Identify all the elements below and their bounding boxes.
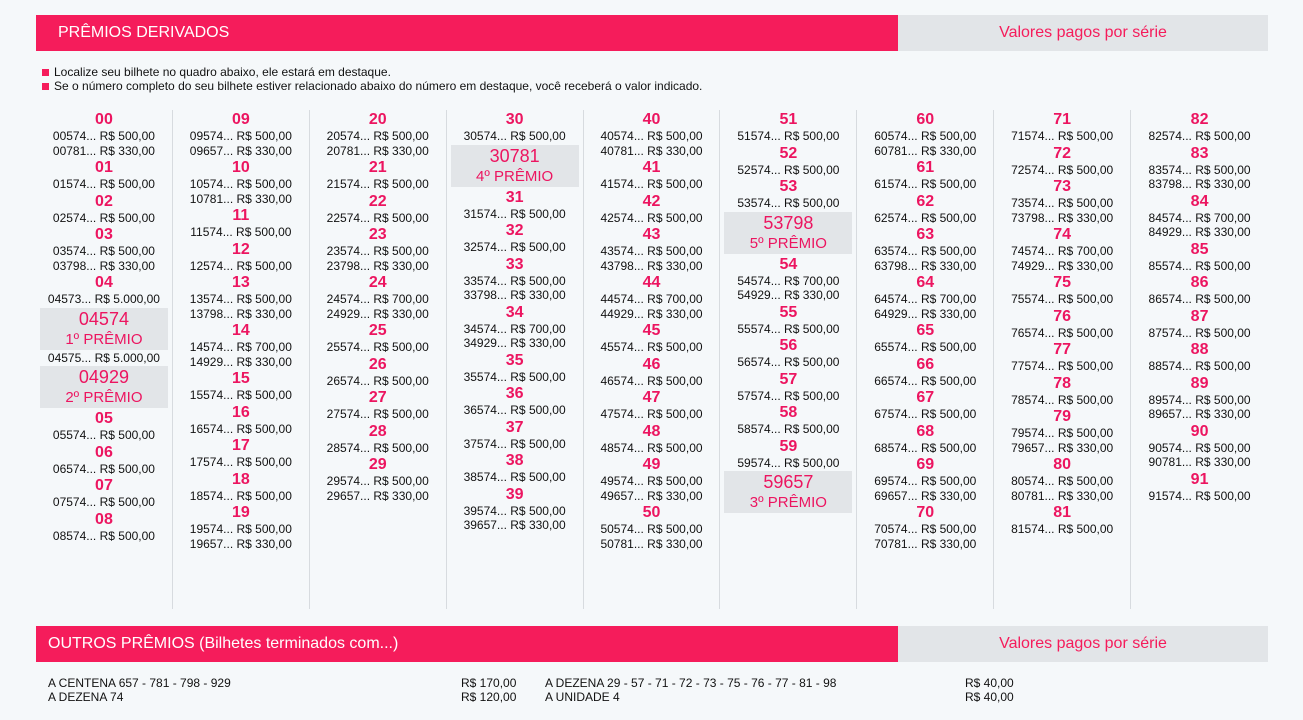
values-per-series-label: Valores pagos por série	[898, 626, 1268, 662]
derived-prizes-title: PRÊMIOS DERIVADOS	[36, 15, 898, 51]
dezena-heading: 68	[916, 422, 935, 440]
prize-entry: 35574... R$ 500,00	[463, 369, 566, 384]
dezena-heading: 10	[231, 159, 250, 176]
prize-entry: 78574... R$ 500,00	[1011, 392, 1114, 407]
prize-entry: 54929... R$ 330,00	[737, 288, 840, 302]
dezena-heading: 85	[1190, 240, 1209, 258]
prize-entry: 59574... R$ 500,00	[737, 455, 840, 470]
prize-entry: 80574... R$ 500,00	[1011, 474, 1114, 488]
prize-column	[173, 110, 310, 609]
prize-entry: 53574... R$ 500,00	[737, 196, 840, 210]
other-prizes-values-right	[965, 676, 1014, 704]
dezena-heading: 56	[779, 337, 798, 354]
dezena-heading: 36	[505, 385, 524, 402]
prize-entry: 08574... R$ 500,00	[52, 528, 155, 543]
dezena-heading: 72	[1053, 144, 1072, 162]
prize-entry: 03798... R$ 330,00	[52, 258, 155, 273]
prize-entry: 27574... R$ 500,00	[326, 407, 429, 421]
prize-entry: 01574... R$ 500,00	[52, 177, 155, 191]
other-prize-value: R$ 120,00	[461, 690, 517, 704]
prize-entry: 82574... R$ 500,00	[1148, 129, 1251, 143]
dezena-heading: 00	[95, 111, 113, 128]
prize-entry: 50574... R$ 500,00	[600, 522, 703, 536]
prize-entry: 21574... R$ 500,00	[326, 177, 429, 191]
prize-entry: 19657... R$ 330,00	[189, 536, 292, 551]
dezena-heading: 83	[1190, 144, 1209, 162]
dezena-heading: 73	[1053, 178, 1072, 195]
dezena-heading: 32	[505, 222, 524, 239]
dezena-heading: 66	[916, 355, 935, 373]
prize-entry: 10781... R$ 330,00	[189, 191, 292, 206]
prize-entry: 43798... R$ 330,00	[600, 258, 703, 273]
prize-entry: 64929... R$ 330,00	[874, 306, 977, 321]
dezena-heading: 05	[95, 410, 113, 427]
prize-entry: 36574... R$ 500,00	[463, 403, 566, 417]
instruction-line: Localize seu bilhete no quadro abaixo, ele estará em destaque.	[42, 65, 702, 79]
dezena-heading: 42	[642, 192, 661, 210]
prize-entry: 10574... R$ 500,00	[189, 177, 292, 191]
dezena-heading: 12	[231, 240, 250, 258]
dezena-heading: 61	[916, 159, 935, 176]
prize-entry: 22574... R$ 500,00	[326, 210, 429, 225]
prize-entry: 24929... R$ 330,00	[326, 306, 429, 321]
prize-entry: 80781... R$ 330,00	[1011, 488, 1114, 503]
prize-entry: 84574... R$ 700,00	[1148, 210, 1251, 225]
other-prizes-title: OUTROS PRÊMIOS (Bilhetes terminados com...)	[36, 626, 898, 662]
prize-entry: 42574... R$ 500,00	[600, 210, 703, 225]
prize-column	[720, 110, 857, 609]
prize-entry: 06574... R$ 500,00	[52, 461, 155, 476]
prize-entry: 05574... R$ 500,00	[52, 428, 155, 442]
dezena-heading: 62	[916, 192, 935, 210]
highlighted-number: 04574	[78, 308, 129, 329]
dezena-heading: 58	[779, 404, 798, 421]
prize-entry: 69574... R$ 500,00	[874, 474, 977, 488]
highlighted-number: 30781	[489, 145, 540, 166]
dezena-heading: 39	[505, 485, 524, 503]
dezena-heading: 64	[916, 274, 935, 291]
prize-entry: 20574... R$ 500,00	[326, 129, 429, 143]
dezena-heading: 65	[916, 322, 935, 339]
other-prizes-header	[36, 626, 1268, 662]
prize-entry: 19574... R$ 500,00	[189, 522, 292, 536]
prize-entry: 24574... R$ 700,00	[326, 292, 429, 306]
prize-entry: 90781... R$ 330,00	[1148, 455, 1251, 469]
prize-entry: 12574... R$ 500,00	[189, 258, 292, 273]
dezena-heading: 75	[1053, 274, 1072, 291]
highlighted-prize	[451, 145, 579, 187]
prize-entry: 91574... R$ 500,00	[1148, 488, 1251, 503]
other-prizes-values-left	[461, 676, 516, 704]
prize-entry: 83798... R$ 330,00	[1148, 177, 1251, 191]
derived-prizes-header	[36, 15, 1268, 51]
dezena-heading: 46	[642, 355, 661, 373]
prize-entry: 31574... R$ 500,00	[463, 206, 566, 221]
prize-entry: 03574... R$ 500,00	[52, 244, 155, 258]
dezena-heading: 38	[505, 452, 524, 469]
prize-entry: 14929... R$ 330,00	[189, 354, 292, 369]
other-prizes-labels-right	[545, 676, 836, 704]
prize-entry: 48574... R$ 500,00	[600, 440, 703, 455]
prize-entry: 49657... R$ 330,00	[600, 488, 703, 503]
dezena-heading: 54	[779, 255, 798, 273]
prize-entry: 29574... R$ 500,00	[326, 474, 429, 488]
dezena-heading: 21	[368, 159, 387, 176]
prize-entry: 15574... R$ 500,00	[189, 388, 292, 402]
prize-entry: 77574... R$ 500,00	[1011, 359, 1114, 373]
prize-entry: 69657... R$ 330,00	[874, 488, 977, 503]
dezena-heading: 16	[231, 403, 250, 421]
prize-entry: 11574... R$ 500,00	[190, 225, 292, 239]
dezena-heading: 43	[642, 226, 661, 243]
prize-entry: 32574... R$ 500,00	[463, 240, 566, 254]
dezena-heading: 01	[95, 159, 113, 176]
prize-entry: 71574... R$ 500,00	[1011, 129, 1114, 143]
dezena-heading: 91	[1190, 470, 1209, 488]
prize-rank: 3º PRÊMIO	[749, 494, 827, 511]
dezena-heading: 17	[231, 437, 250, 454]
dezena-heading: 79	[1053, 408, 1072, 425]
dezena-heading: 29	[368, 456, 387, 473]
dezena-heading: 70	[916, 504, 935, 521]
instruction-line: Se o número completo do seu bilhete estiver relacionado abaixo do número em destaque, você receberá o valor indicado.	[42, 79, 702, 93]
prize-entry: 39657... R$ 330,00	[463, 518, 566, 532]
prize-entry: 43574... R$ 500,00	[600, 244, 703, 258]
other-prize-value: R$ 170,00	[461, 676, 517, 690]
prize-entry: 09574... R$ 500,00	[189, 129, 292, 143]
prize-entry: 63574... R$ 500,00	[874, 244, 977, 258]
prize-entry: 00781... R$ 330,00	[52, 143, 155, 158]
prize-entry: 68574... R$ 500,00	[874, 440, 977, 455]
dezena-heading: 37	[505, 418, 524, 436]
prize-entry: 04573... R$ 5.000,00	[47, 292, 160, 306]
prize-entry: 47574... R$ 500,00	[600, 407, 703, 421]
dezena-heading: 50	[642, 504, 661, 521]
dezena-heading: 49	[642, 456, 661, 473]
other-prize-value: R$ 40,00	[965, 676, 1014, 690]
prize-column	[36, 110, 173, 609]
dezena-heading: 08	[95, 510, 113, 528]
dezena-heading: 03	[95, 226, 113, 243]
dezena-heading: 18	[231, 470, 250, 488]
prize-entry: 87574... R$ 500,00	[1148, 325, 1251, 340]
prize-entry: 60574... R$ 500,00	[874, 129, 977, 143]
prize-entry: 76574... R$ 500,00	[1011, 325, 1114, 340]
prize-entry: 16574... R$ 500,00	[189, 421, 292, 436]
prize-entry: 84929... R$ 330,00	[1148, 225, 1251, 239]
prize-entry: 65574... R$ 500,00	[874, 340, 977, 354]
dezena-heading: 53	[779, 178, 798, 195]
prize-entry: 62574... R$ 500,00	[874, 210, 977, 225]
dezena-heading: 63	[916, 226, 935, 243]
prize-rank: 1º PRÊMIO	[65, 330, 143, 348]
prize-entry: 58574... R$ 500,00	[737, 422, 840, 436]
prize-rank: 4º PRÊMIO	[476, 167, 554, 185]
dezena-heading: 34	[505, 303, 524, 321]
prize-entry: 74574... R$ 700,00	[1011, 244, 1114, 258]
dezena-heading: 23	[368, 226, 387, 243]
other-prizes-labels-left	[48, 676, 231, 704]
prize-entry: 17574... R$ 500,00	[189, 455, 292, 469]
dezena-heading: 27	[368, 389, 387, 406]
prize-entry: 41574... R$ 500,00	[600, 177, 703, 191]
prize-entry: 23574... R$ 500,00	[326, 244, 429, 258]
prize-entry: 44929... R$ 330,00	[600, 306, 703, 321]
prize-entry: 51574... R$ 500,00	[737, 129, 840, 143]
dezena-heading: 87	[1190, 307, 1209, 325]
dezena-heading: 11	[232, 207, 250, 224]
bullet-icon	[42, 69, 49, 76]
dezena-heading: 55	[779, 303, 798, 321]
prize-entry: 34574... R$ 700,00	[463, 321, 566, 336]
prize-entry: 26574... R$ 500,00	[326, 373, 429, 388]
dezena-heading: 44	[642, 274, 661, 291]
prize-entry: 60781... R$ 330,00	[874, 143, 977, 158]
prize-entry: 89574... R$ 500,00	[1148, 392, 1251, 407]
dezena-heading: 59	[779, 437, 798, 455]
prize-entry: 86574... R$ 500,00	[1148, 292, 1251, 306]
prize-column	[310, 110, 447, 609]
dezena-heading: 07	[95, 477, 113, 494]
dezena-heading: 80	[1053, 456, 1072, 473]
dezena-heading: 88	[1190, 341, 1209, 358]
prize-entry: 34929... R$ 330,00	[463, 336, 566, 350]
prize-entry: 81574... R$ 500,00	[1011, 522, 1114, 536]
bullet-icon	[42, 83, 49, 90]
prize-entry: 70781... R$ 330,00	[874, 536, 977, 551]
prize-entry: 13798... R$ 330,00	[189, 306, 292, 321]
prize-entry: 57574... R$ 500,00	[737, 388, 840, 403]
prize-entry: 73798... R$ 330,00	[1011, 210, 1114, 225]
dezena-heading: 48	[642, 422, 661, 440]
dezena-heading: 84	[1190, 192, 1209, 210]
prize-entry: 75574... R$ 500,00	[1011, 292, 1114, 306]
prize-entry: 38574... R$ 500,00	[463, 470, 566, 484]
prize-entry: 44574... R$ 700,00	[600, 292, 703, 306]
prize-entry: 54574... R$ 700,00	[737, 273, 840, 288]
prize-entry: 23798... R$ 330,00	[326, 258, 429, 273]
dezena-heading: 26	[368, 355, 387, 373]
prize-entry: 85574... R$ 500,00	[1148, 258, 1251, 273]
prize-entry: 72574... R$ 500,00	[1011, 162, 1114, 177]
dezena-heading: 09	[231, 111, 250, 128]
dezena-heading: 40	[642, 111, 661, 128]
dezena-heading: 30	[505, 111, 524, 128]
highlighted-prize	[40, 308, 168, 350]
dezena-heading: 86	[1190, 274, 1209, 291]
prize-entry: 29657... R$ 330,00	[326, 488, 429, 503]
prize-entry: 79657... R$ 330,00	[1011, 440, 1114, 455]
prize-entry: 20781... R$ 330,00	[326, 143, 429, 158]
prize-column	[857, 110, 994, 609]
other-prize-value: R$ 40,00	[965, 690, 1014, 704]
prize-entry: 83574... R$ 500,00	[1148, 162, 1251, 177]
prize-entry: 40781... R$ 330,00	[600, 143, 703, 158]
prize-entry: 73574... R$ 500,00	[1011, 196, 1114, 210]
dezena-heading: 15	[231, 370, 250, 387]
dezena-heading: 81	[1053, 504, 1072, 521]
instructions	[42, 65, 702, 93]
dezena-heading: 69	[916, 456, 935, 473]
dezena-heading: 90	[1190, 422, 1209, 440]
dezena-heading: 76	[1053, 307, 1072, 325]
highlighted-prize	[724, 212, 852, 254]
prize-entry: 79574... R$ 500,00	[1011, 426, 1114, 440]
other-prize-label: A UNIDADE 4	[545, 690, 620, 704]
prize-entry: 30574... R$ 500,00	[463, 129, 566, 143]
dezena-heading: 57	[779, 370, 798, 388]
dezena-heading: 60	[916, 111, 935, 128]
other-prize-label: A CENTENA 657 - 781 - 798 - 929	[48, 676, 231, 690]
highlighted-number: 53798	[763, 212, 814, 233]
prize-grid	[36, 110, 1268, 609]
dezena-heading: 22	[368, 192, 387, 210]
prize-entry: 55574... R$ 500,00	[737, 321, 840, 336]
prize-entry: 45574... R$ 500,00	[600, 340, 703, 354]
prize-entry: 00574... R$ 500,00	[52, 129, 155, 143]
prize-entry: 88574... R$ 500,00	[1148, 359, 1251, 373]
prize-entry: 74929... R$ 330,00	[1011, 258, 1114, 273]
prize-entry: 39574... R$ 500,00	[463, 503, 566, 518]
dezena-heading: 41	[642, 159, 661, 176]
dezena-heading: 78	[1053, 374, 1072, 392]
highlighted-number: 59657	[763, 472, 814, 492]
dezena-heading: 33	[505, 255, 524, 273]
other-prize-label: A DEZENA 74	[48, 690, 124, 704]
prize-entry: 90574... R$ 500,00	[1148, 440, 1251, 455]
prize-entry: 14574... R$ 700,00	[189, 340, 292, 354]
prize-entry: 52574... R$ 500,00	[737, 162, 840, 177]
dezena-heading: 02	[95, 192, 113, 210]
dezena-heading: 82	[1190, 111, 1209, 128]
dezena-heading: 20	[368, 111, 387, 128]
prize-entry: 63798... R$ 330,00	[874, 258, 977, 273]
dezena-heading: 13	[231, 274, 250, 291]
dezena-heading: 35	[505, 351, 524, 369]
prize-entry: 56574... R$ 500,00	[737, 355, 840, 369]
dezena-heading: 52	[779, 144, 798, 162]
prize-entry: 33798... R$ 330,00	[463, 288, 566, 302]
dezena-heading: 31	[505, 188, 524, 206]
prize-entry: 09657... R$ 330,00	[189, 143, 292, 158]
prize-rank: 5º PRÊMIO	[749, 234, 827, 252]
prize-entry: 37574... R$ 500,00	[463, 436, 566, 451]
prize-column	[584, 110, 721, 609]
prize-entry: 28574... R$ 500,00	[326, 440, 429, 455]
prize-entry: 04575... R$ 5.000,00	[47, 350, 160, 365]
prize-rank: 2º PRÊMIO	[65, 389, 143, 406]
highlighted-prize	[724, 471, 852, 513]
other-prize-label: A DEZENA 29 - 57 - 71 - 72 - 73 - 75 - 76 - 77 - 81 - 98	[545, 676, 837, 690]
dezena-heading: 25	[368, 322, 387, 339]
prize-entry: 49574... R$ 500,00	[600, 474, 703, 488]
dezena-heading: 28	[368, 422, 387, 440]
prize-entry: 02574... R$ 500,00	[52, 210, 155, 225]
prize-column	[1131, 110, 1268, 609]
highlighted-number: 04929	[78, 367, 129, 387]
values-per-series-label: Valores pagos por série	[898, 15, 1268, 51]
prize-entry: 67574... R$ 500,00	[874, 407, 977, 421]
dezena-heading: 04	[95, 274, 113, 291]
dezena-heading: 45	[642, 322, 661, 339]
dezena-heading: 51	[779, 111, 798, 128]
prize-entry: 64574... R$ 700,00	[874, 292, 977, 306]
prize-entry: 25574... R$ 500,00	[326, 340, 429, 354]
prize-entry: 70574... R$ 500,00	[874, 522, 977, 536]
dezena-heading: 77	[1053, 341, 1072, 358]
prize-entry: 66574... R$ 500,00	[874, 373, 977, 388]
prize-entry: 33574... R$ 500,00	[463, 273, 566, 288]
dezena-heading: 19	[231, 504, 250, 521]
dezena-heading: 24	[368, 274, 387, 291]
prize-entry: 07574... R$ 500,00	[52, 495, 155, 509]
prize-entry: 13574... R$ 500,00	[189, 292, 292, 306]
highlighted-prize	[40, 366, 168, 408]
dezena-heading: 71	[1053, 111, 1072, 128]
dezena-heading: 06	[95, 443, 113, 461]
prize-entry: 61574... R$ 500,00	[874, 177, 977, 191]
dezena-heading: 67	[916, 389, 935, 406]
dezena-heading: 89	[1190, 374, 1209, 392]
prize-column	[447, 110, 584, 609]
prize-entry: 50781... R$ 330,00	[600, 536, 703, 551]
prize-entry: 18574... R$ 500,00	[189, 488, 292, 503]
dezena-heading: 74	[1053, 226, 1072, 243]
prize-entry: 46574... R$ 500,00	[600, 373, 703, 388]
dezena-heading: 14	[231, 322, 250, 339]
prize-entry: 89657... R$ 330,00	[1148, 407, 1251, 421]
dezena-heading: 47	[642, 389, 661, 406]
prize-entry: 40574... R$ 500,00	[600, 129, 703, 143]
prize-column	[994, 110, 1131, 609]
